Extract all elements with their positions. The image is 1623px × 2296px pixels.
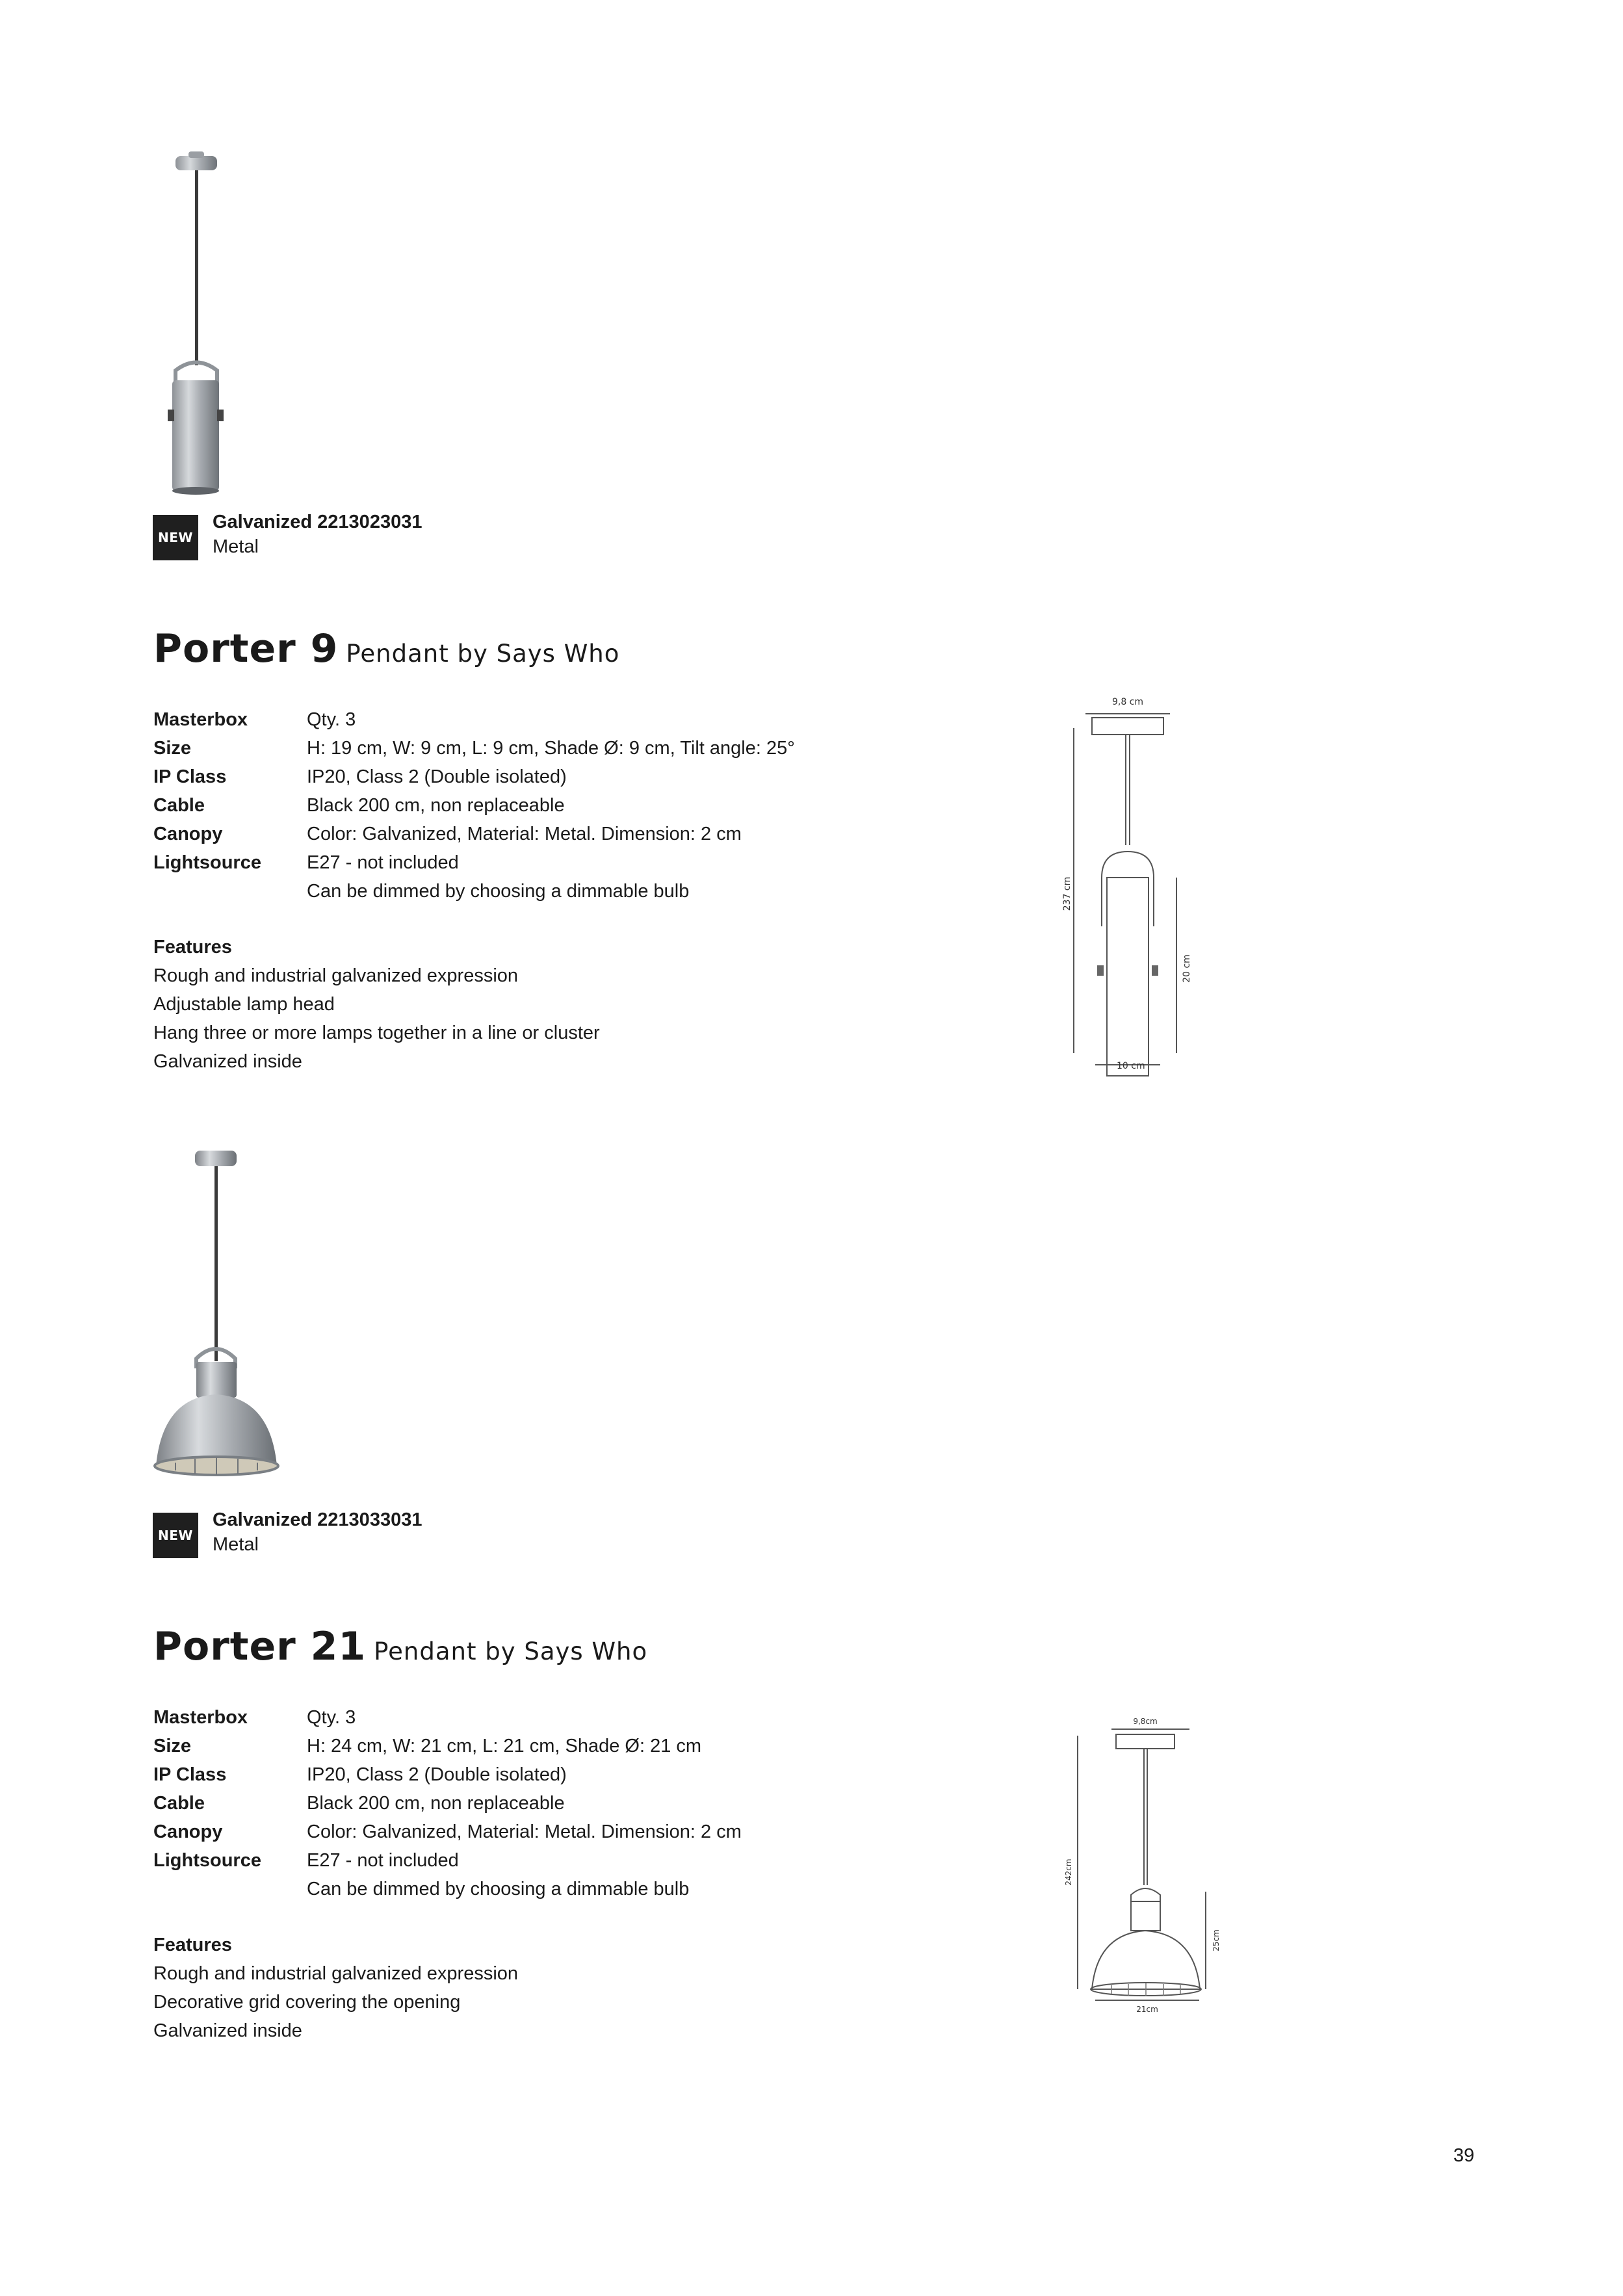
spec-row: [153, 1818, 742, 1846]
spec-row: [153, 763, 795, 791]
spec-value: E27 - not included: [307, 1850, 459, 1871]
spec-key: Canopy: [153, 824, 223, 844]
feature-item: Adjustable lamp head: [153, 994, 335, 1015]
feature-item: Decorative grid covering the opening: [153, 1992, 461, 2013]
porter-9-title: [153, 626, 619, 672]
variant-material: Metal: [213, 536, 259, 557]
porter-21-product-photo: [149, 1144, 312, 1482]
spec-value: H: 19 cm, W: 9 cm, L: 9 cm, Shade Ø: 9 cm, Tilt angle: 25°: [307, 738, 795, 759]
spec-key: Masterbox: [153, 709, 248, 730]
spec-key: Canopy: [153, 1821, 223, 1842]
spec-key: IP Class: [153, 1764, 227, 1785]
spec-row: [153, 1789, 742, 1818]
product-name: Porter 9: [153, 626, 339, 672]
feature-item: Hang three or more lamps together in a line or cluster: [153, 1023, 600, 1043]
feature-item: Galvanized inside: [153, 1051, 302, 1072]
dim-top-width: 9,8 cm: [1111, 697, 1144, 707]
spec-row: [153, 877, 795, 906]
new-badge: NEW: [153, 515, 198, 560]
spec-value: Color: Galvanized, Material: Metal. Dimension: 2 cm: [307, 1821, 742, 1842]
product-subtitle: Pendant by Says Who: [346, 640, 620, 668]
spec-row: [153, 734, 795, 763]
dim-shade-height: 25cm: [1212, 1929, 1221, 1951]
product-subtitle: Pendant by Says Who: [374, 1637, 648, 1665]
product-name: Porter 21: [153, 1624, 367, 1669]
spec-key: [153, 1875, 307, 1903]
variant-color-sku: Galvanized 2213023031: [213, 512, 422, 532]
feature-item: Galvanized inside: [153, 2020, 302, 2041]
dim-top-width: 9,8cm: [1133, 1717, 1158, 1726]
spec-row: [153, 1703, 742, 1732]
spec-key: Lightsource: [153, 1850, 261, 1871]
new-badge: NEW: [153, 1513, 198, 1558]
spec-value: E27 - not included: [307, 852, 459, 873]
spec-key: [153, 877, 307, 906]
porter-21-dimension-drawing: [1066, 1716, 1235, 2054]
features-heading: Features: [153, 1935, 232, 1955]
features-heading: Features: [153, 937, 232, 958]
porter-9-product-photo: [149, 146, 279, 497]
porter-9-features: [153, 933, 600, 1076]
spec-row: [153, 1760, 742, 1789]
spec-row: [153, 791, 795, 820]
spec-value: IP20, Class 2 (Double isolated): [307, 766, 567, 787]
spec-value: Can be dimmed by choosing a dimmable bulb: [307, 881, 690, 902]
spec-key: Size: [153, 1736, 192, 1756]
dim-shade-height: 20 cm: [1182, 954, 1192, 983]
dim-total-height: 237 cm: [1062, 876, 1072, 911]
feature-item: Rough and industrial galvanized expression: [153, 1963, 519, 1984]
porter-9-dimension-drawing: [1062, 689, 1222, 1073]
spec-key: Masterbox: [153, 1707, 248, 1728]
spec-value: Black 200 cm, non replaceable: [307, 795, 565, 816]
spec-value: Black 200 cm, non replaceable: [307, 1793, 565, 1814]
spec-row: [153, 1846, 742, 1875]
dim-bottom-width: 10 cm: [1117, 1061, 1145, 1071]
dim-bottom-width: 21cm: [1136, 2005, 1158, 2014]
spec-key: Size: [153, 738, 192, 759]
spec-row: [153, 1732, 742, 1760]
porter-21-spec-table: [153, 1703, 742, 1903]
porter-21-title: [153, 1624, 647, 1669]
spec-key: Cable: [153, 1793, 205, 1814]
spec-row: [153, 820, 795, 848]
spec-row: [153, 705, 795, 734]
spec-key: Cable: [153, 795, 205, 816]
spec-key: Lightsource: [153, 852, 261, 873]
spec-row: [153, 1875, 742, 1903]
porter-21-features: [153, 1931, 518, 2045]
dim-total-height: 242cm: [1064, 1859, 1073, 1886]
spec-value: Color: Galvanized, Material: Metal. Dimension: 2 cm: [307, 824, 742, 844]
variant-material: Metal: [213, 1534, 259, 1555]
spec-value: Can be dimmed by choosing a dimmable bulb: [307, 1879, 690, 1899]
spec-value: IP20, Class 2 (Double isolated): [307, 1764, 567, 1785]
spec-key: IP Class: [153, 766, 227, 787]
page-number: 39: [1453, 2145, 1475, 2166]
spec-value: Qty. 3: [307, 709, 356, 730]
spec-value: Qty. 3: [307, 1707, 356, 1728]
spec-row: [153, 848, 795, 877]
variant-color-sku: Galvanized 2213033031: [213, 1509, 422, 1530]
porter-9-spec-table: [153, 705, 795, 906]
spec-value: H: 24 cm, W: 21 cm, L: 21 cm, Shade Ø: 21 cm: [307, 1736, 702, 1756]
feature-item: Rough and industrial galvanized expression: [153, 965, 519, 986]
